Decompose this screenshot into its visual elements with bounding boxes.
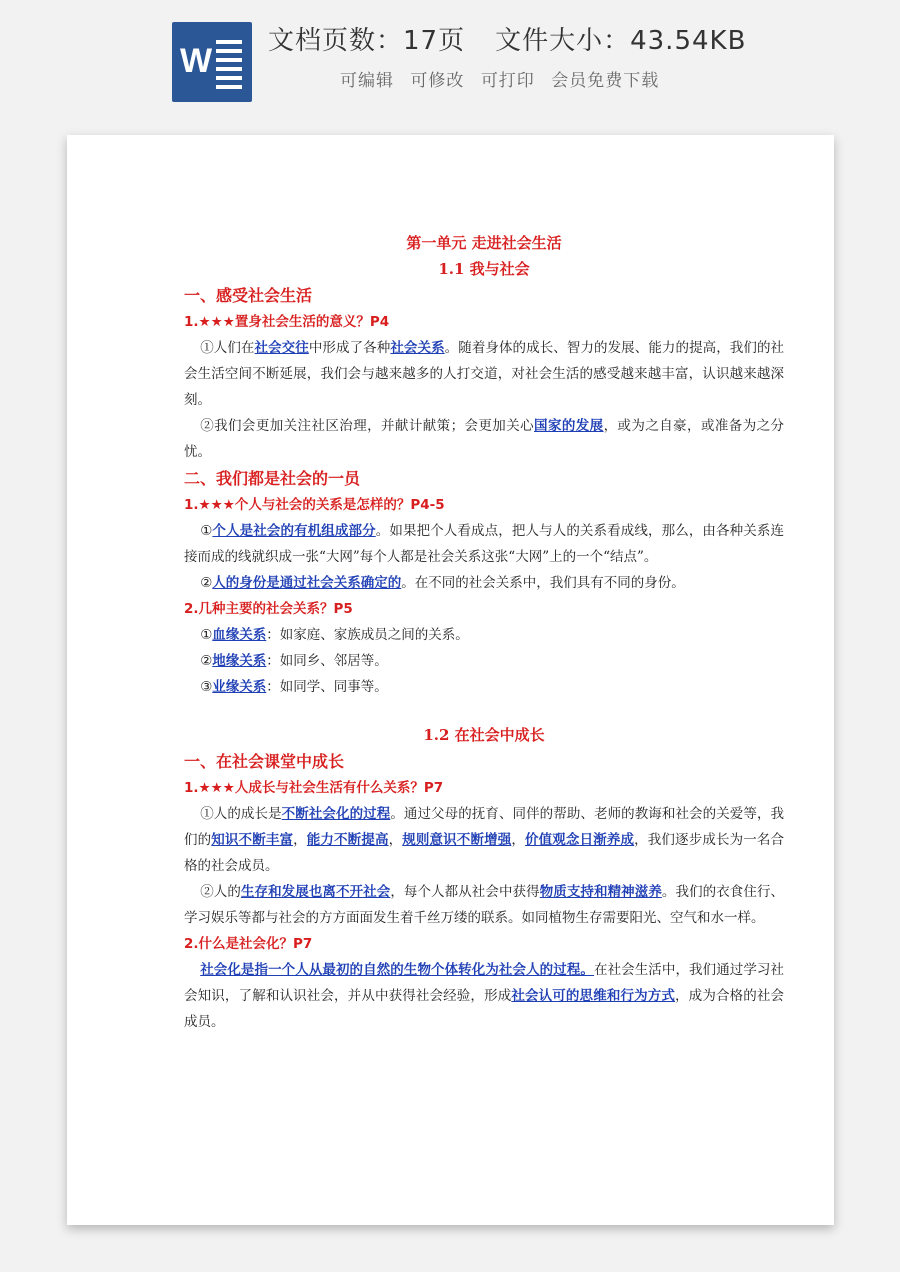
- document-page: [67, 135, 834, 1225]
- relation-item-1: ①血缘关系：如家庭、家族成员之间的关系。: [200, 627, 469, 643]
- question-b2: 2.几种主要的社会关系？P5: [184, 601, 353, 617]
- paragraph-c2: ②人的生存和发展也离不开社会，每个人都从社会中获得物质支持和精神滋养。我们的衣食住行、学习娱乐等都与社会的方方面面发生着千丝万缕的联系。如同植物生存需要阳光、空气和水一样。: [184, 884, 785, 926]
- paragraph-a1: ①人们在社会交往中形成了各种社会关系。随着身体的成长、智力的发展、能力的提高，我们的社会生活空间不断延展，我们会与越来越多的人打交道，对社会生活的感受越来越丰富，认识越来越深刻。: [184, 340, 785, 408]
- keyword: 社会认可的思维和行为方式: [511, 988, 676, 1004]
- question-b1: 1.★★★个人与社会的关系是怎样的？P4-5: [184, 497, 445, 513]
- feature-editable: 可编辑: [340, 71, 394, 91]
- section-2-title: 1.2 在社会中成长: [423, 726, 545, 744]
- keyword: 国家的发展: [534, 418, 604, 434]
- feature-modifiable: 可修改: [410, 71, 465, 91]
- keyword: 地缘关系: [212, 653, 267, 669]
- keyword: 业缘关系: [212, 679, 267, 695]
- keyword: 人的身份是通过社会关系确定的: [212, 575, 402, 591]
- heading-feel-social-life: 一、感受社会生活: [184, 286, 313, 305]
- document-content: [184, 230, 784, 1035]
- paragraph-c1: ①人的成长是不断社会化的过程。通过父母的抚育、同伴的帮助、老师的教诲和社会的关爱等，我们的知识不断丰富，能力不断提高，规则意识不断增强，价值观念日渐养成，我们逐步成长为一名合格的社会成员。: [184, 806, 785, 874]
- paragraph-b2: ②人的身份是通过社会关系确定的。在不同的社会关系中，我们具有不同的身份。: [200, 575, 685, 591]
- question-c1: 1.★★★人成长与社会生活有什么关系？P7: [184, 780, 444, 796]
- keyword: 能力不断提高: [306, 832, 389, 848]
- heading-member-of-society: 二、我们都是社会的一员: [184, 469, 361, 488]
- unit-title: 第一单元 走进社会生活: [406, 234, 562, 252]
- keyword: 规则意识不断增强: [402, 832, 512, 848]
- keyword: 社会化是指一个人从最初的自然的生物个体转化为社会人的过程。: [200, 962, 594, 978]
- feature-list: [340, 66, 669, 91]
- file-info-title: [268, 20, 746, 57]
- download-header: [0, 0, 900, 115]
- heading-grow-in-society: 一、在社会课堂中成长: [184, 752, 345, 771]
- keyword: 知识不断丰富: [211, 832, 294, 848]
- keyword: 社会关系: [390, 340, 445, 356]
- keyword: 社会交往: [254, 340, 309, 356]
- keyword: 血缘关系: [212, 627, 267, 643]
- file-size-label: 文件大小：43.54KB: [495, 26, 747, 56]
- keyword: 生存和发展也离不开社会: [240, 884, 391, 900]
- keyword: 价值观念日渐养成: [525, 832, 635, 848]
- feature-printable: 可打印: [480, 71, 535, 91]
- paragraph-a2: ②我们会更加关注社区治理，并献计献策；会更加关心国家的发展，或为之自豪，或准备为之分忧。: [184, 418, 785, 460]
- word-document-icon: W: [172, 22, 252, 102]
- keyword: 物质支持和精神滋养: [539, 884, 662, 900]
- paragraph-c3: 社会化是指一个人从最初的自然的生物个体转化为社会人的过程。在社会生活中，我们通过学习社会知识，了解和认识社会，并从中获得社会经验，形成社会认可的思维和行为方式，成为合格的社会成员。: [184, 962, 785, 1030]
- question-a1: 1.★★★置身社会生活的意义？P4: [184, 314, 390, 330]
- paragraph-b1: ①个人是社会的有机组成部分。如果把个人看成点，把人与人的关系看成线，那么，由各种关系连接而成的线就织成一张“大网”每个人都是社会关系这张“大网”上的一个“结点”。: [184, 523, 784, 565]
- keyword: 个人是社会的有机组成部分: [212, 523, 376, 539]
- relation-item-2: ②地缘关系：如同乡、邻居等。: [200, 653, 388, 669]
- feature-member-download: 会员免费下载: [551, 71, 660, 91]
- relation-item-3: ③业缘关系：如同学、同事等。: [200, 679, 388, 695]
- keyword: 不断社会化的过程: [281, 806, 391, 822]
- question-c2: 2.什么是社会化？P7: [184, 936, 313, 952]
- page-count-label: 文档页数：17页: [268, 26, 466, 56]
- section-1-title: 1.1 我与社会: [438, 260, 530, 278]
